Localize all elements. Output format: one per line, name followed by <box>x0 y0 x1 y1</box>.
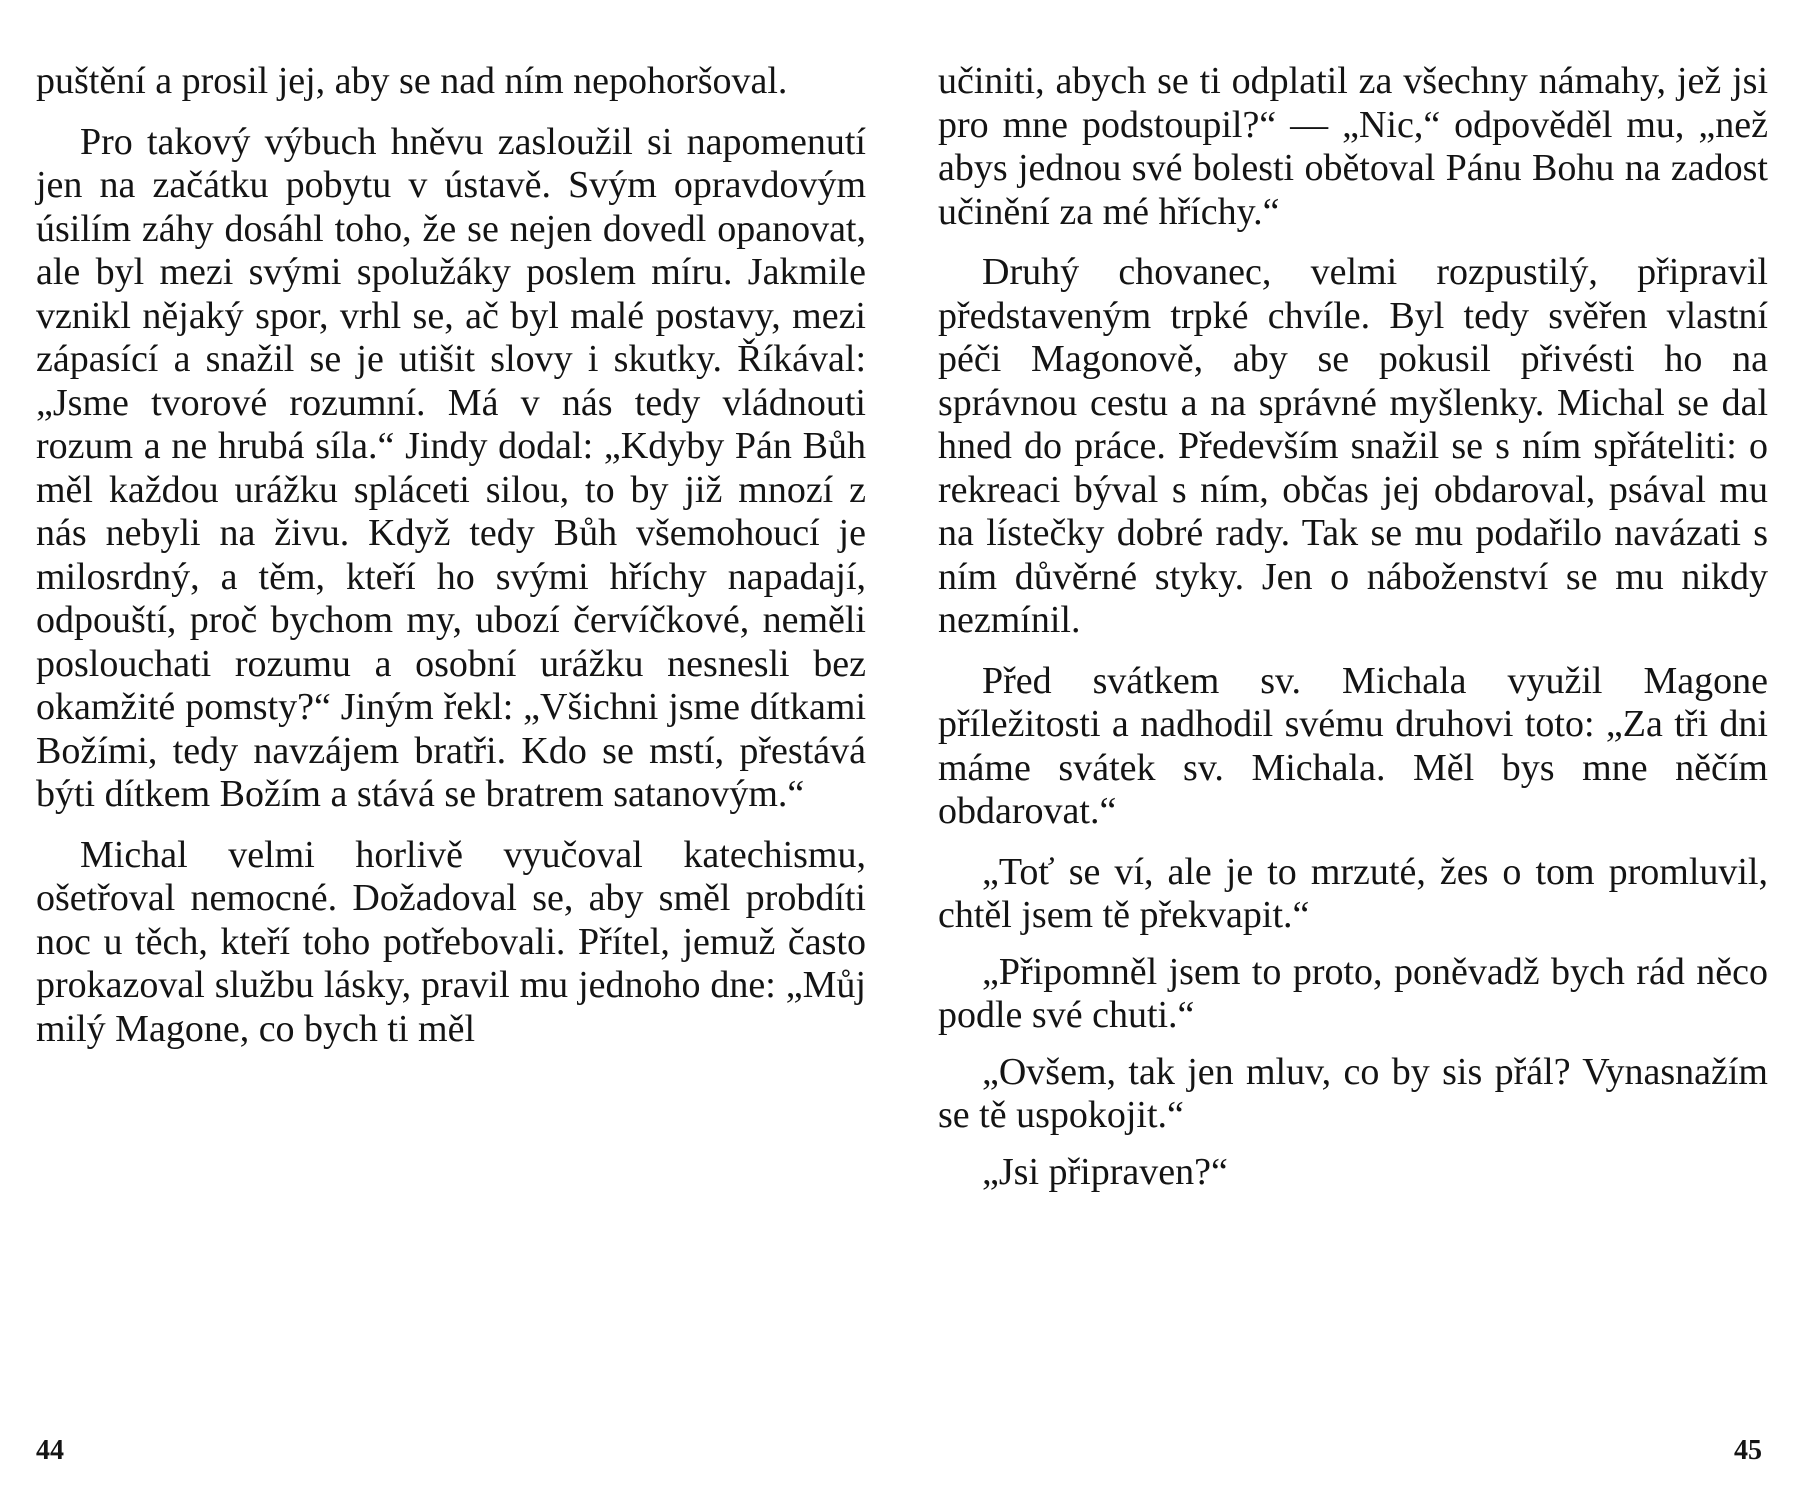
paragraph: „Ovšem, tak jen mluv, co by sis přál? Vynasnažím se tě uspokojit.“ <box>938 1050 1768 1136</box>
left-text-column <box>36 60 866 1068</box>
paragraph: „Toť se ví, ale je to mrzuté, žes o tom promluvil, chtěl jsem tě překvapit.“ <box>938 850 1768 936</box>
right-page <box>902 0 1804 1500</box>
paragraph: Pro takový výbuch hněvu zasloužil si napomenutí jen na začátku pobytu v ústavě. Svým opravdovým úsilím záhy dosáhl toho, že se nejen dovedl opanovat, ale byl mezi svými spolužáky poslem míru. Jakmile vznikl nějaký spor, vrhl se, ač byl malé postavy, mezi zápasící a snažil se je utišit slovy i skutky. Říkával: „Jsme tvorové rozumní. Má v nás tedy vládnouti rozum a ne hrubá síla.“ Jindy dodal: „Kdyby Pán Bůh měl každou urážku spláceti silou, to by již mnozí z nás nebyli na živu. Když tedy Bůh všemohoucí je milosrdný, a těm, kteří ho svými hříchy napadají, odpouští, proč bychom my, ubozí červíčkové, neměli poslouchati rozumu a osobní urážku nesnesli bez okamžité pomsty?“ Jiným řekl: „Všichni jsme dítkami Božími, tedy navzájem bratři. Kdo se mstí, přestává býti dítkem Božím a stává se bratrem satanovým.“ <box>36 120 866 815</box>
paragraph: puštění a prosil jej, aby se nad ním nepohoršoval. <box>36 60 788 102</box>
paragraph: „Jsi připraven?“ <box>982 1150 1228 1193</box>
page-number-left: 44 <box>36 1435 64 1466</box>
paragraph: Druhý chovanec, velmi rozpustilý, připravil představeným trpké chvíle. Byl tedy svěřen vlastní péči Magonově, aby se pokusil přivésti ho na správnou cestu a na správné myšlenky. Michal se dal hned do práce. Především snažil se s ním spřáteliti: o rekreaci býval s ním, občas jej obdaroval, psával mu na lístečky dobré rady. Tak se mu podařilo navázati s ním důvěrné styky. Jen o náboženství se mu nikdy nezmínil. <box>938 251 1768 641</box>
paragraph: „Připomněl jsem to proto, poněvadž bych rád něco podle své chuti.“ <box>938 950 1768 1036</box>
paragraph: učiniti, abych se ti odplatil za všechny námahy, jež jsi pro mne podstoupil?“ — „Nic,“ odpověděl mu, „než abys jednou své bolesti obětoval Pánu Bohu na zadost učinění za mé hříchy.“ <box>938 60 1768 233</box>
right-text-column <box>938 60 1768 1207</box>
paragraph: Před svátkem sv. Michala využil Magone příležitosti a nadhodil svému druhovi toto: „Za tři dni máme svátek sv. Michala. Měl bys mne něčím obdarovat.“ <box>938 659 1768 832</box>
page-number-right: 45 <box>1734 1435 1762 1466</box>
paragraph: Michal velmi horlivě vyučoval katechismu, ošetřoval nemocné. Dožadoval se, aby směl probdíti noc u těch, kteří toho potřebovali. Přítel, jemuž často prokazoval službu lásky, pravil mu jednoho dne: „Můj milý Magone, co bych ti měl <box>36 833 866 1050</box>
